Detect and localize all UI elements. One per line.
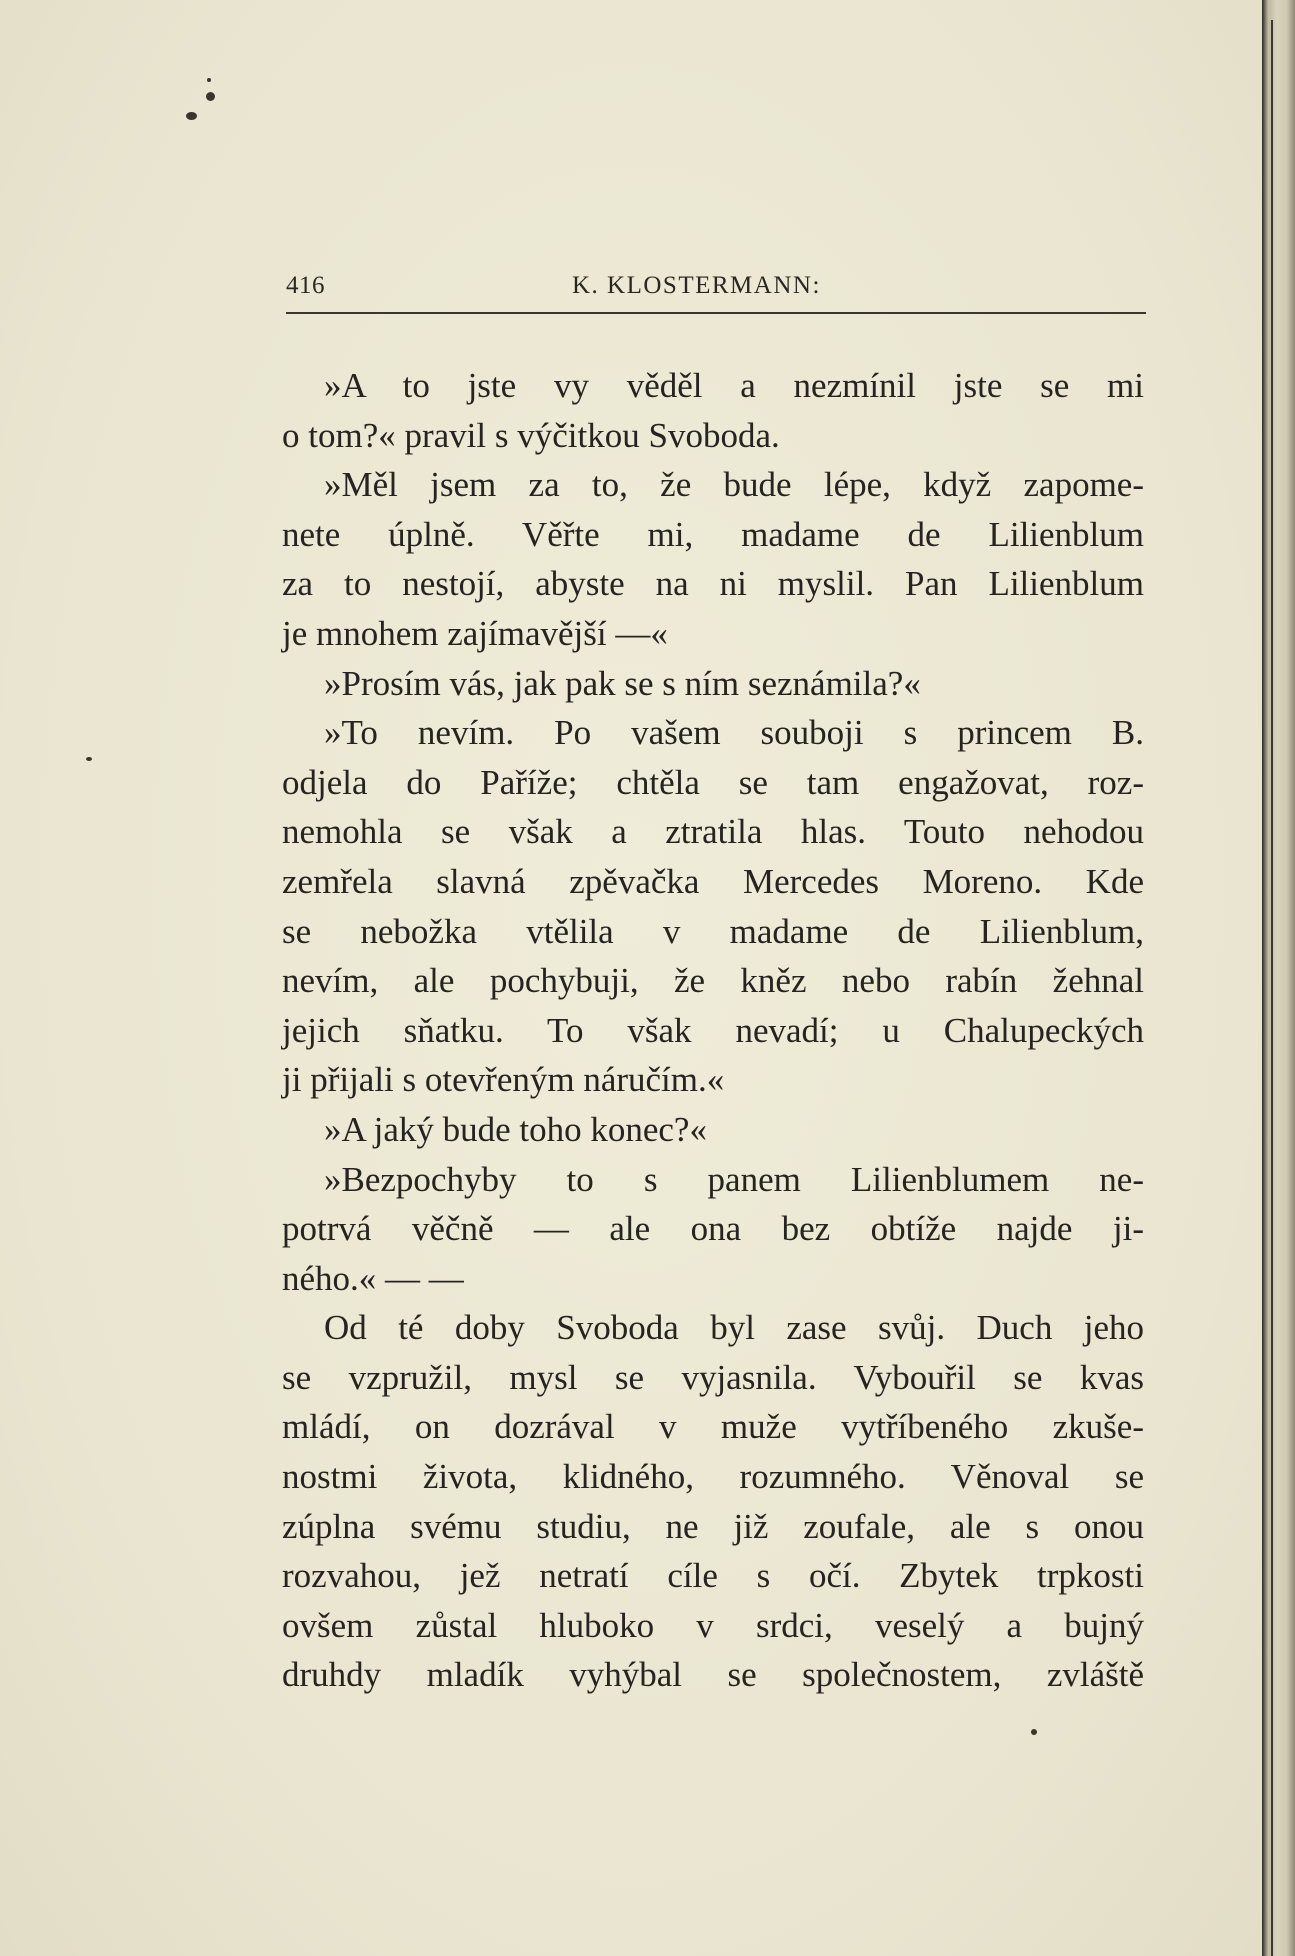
gutter-edge-line: [1271, 20, 1273, 1956]
text-line: nete úplně. Věřte mi, madame de Lilienblum: [282, 514, 1144, 554]
text-line: ovšem zůstal hluboko v srdci, veselý a bujný: [282, 1605, 1144, 1645]
text-line: mládí, on dozrával v muže vytříbeného zkuše-: [282, 1407, 1144, 1447]
text-line: odjela do Paříže; chtěla se tam engažovat, roz-: [282, 762, 1144, 802]
text-line: nemohla se však a ztratila hlas. Touto nehodou: [282, 812, 1144, 852]
text-line: ného.« — —: [282, 1258, 464, 1298]
text-line: o tom?« pravil s výčitkou Svoboda.: [282, 415, 780, 455]
text-line: je mnohem zajímavější —«: [282, 613, 668, 653]
text-line: zúplna svému studiu, ne již zoufale, ale s onou: [282, 1506, 1144, 1546]
ink-speck: [186, 112, 197, 120]
text-line: »A to jste vy věděl a nezmínil jste se mi: [324, 366, 1144, 405]
ink-speck: [206, 92, 215, 101]
text-line: nostmi života, klidného, rozumného. Věnoval se: [282, 1457, 1144, 1497]
text-line: ji přijali s otevřeným náručím.«: [282, 1060, 725, 1100]
text-line: rozvahou, jež netratí cíle s očí. Zbytek trpkosti: [282, 1556, 1144, 1596]
running-header: [286, 268, 1146, 314]
text-line: »A jaký bude toho konec?«: [324, 1109, 707, 1149]
text-line: se nebožka vtělila v madame de Lilienblum,: [282, 911, 1144, 951]
ink-speck: [207, 78, 211, 82]
text-line: druhdy mladík vyhýbal se společnostem, zvláště: [282, 1655, 1144, 1695]
text-line: »Bezpochyby to s panem Lilienblumem ne-: [324, 1159, 1144, 1199]
text-line: »To nevím. Po vašem souboji s princem B.: [324, 713, 1144, 753]
text-line: za to nestojí, abyste na ni myslil. Pan Lilienblum: [282, 564, 1144, 604]
text-line: jejich sňatku. To však nevadí; u Chalupeckých: [282, 1010, 1144, 1050]
text-line: »Prosím vás, jak pak se s ním seznámila?«: [324, 663, 921, 703]
text-line: zemřela slavná zpěvačka Mercedes Moreno. Kde: [282, 861, 1144, 901]
page-number: 416: [286, 272, 325, 299]
body-text: [282, 361, 1144, 1700]
text-line: »Měl jsem za to, že bude lépe, když zapome-: [324, 465, 1144, 505]
ink-speck: [1031, 1729, 1037, 1735]
running-title: K. KLOSTERMANN:: [572, 272, 821, 299]
text-line: potrvá věčně — ale ona bez obtíže najde ji-: [282, 1209, 1144, 1249]
text-line: Od té doby Svoboda byl zase svůj. Duch jeho: [324, 1308, 1144, 1348]
ink-speck: [86, 757, 92, 761]
text-line: nevím, ale pochybuji, že kněz nebo rabín žehnal: [282, 961, 1144, 1001]
text-line: se vzpružil, mysl se vyjasnila. Vybouřil se kvas: [282, 1357, 1144, 1397]
book-gutter: [1262, 0, 1295, 1956]
